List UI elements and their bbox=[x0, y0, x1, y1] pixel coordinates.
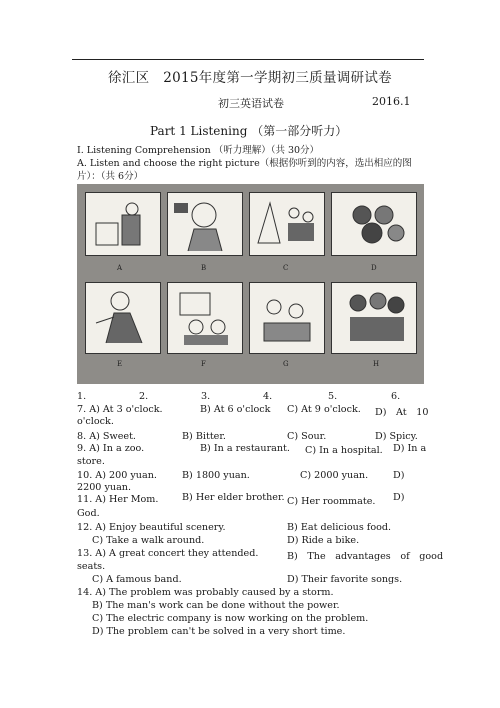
q12-option-d: D) Ride a bike. bbox=[287, 535, 360, 546]
q11-option-c: C) Her roommate. bbox=[287, 496, 376, 507]
q14-option-c: C) The electric company is now working on the problem. bbox=[92, 613, 369, 624]
picture-h-illustration bbox=[332, 283, 416, 353]
q11-option-a: 11. A) Her Mom. bbox=[77, 494, 159, 505]
q9-option-d-cont: store. bbox=[77, 456, 105, 467]
answer-number-1: 1. bbox=[77, 391, 87, 402]
picture-c-illustration bbox=[250, 193, 324, 255]
q8-option-b: B) Bitter. bbox=[182, 431, 226, 442]
q12-option-b: B) Eat delicious food. bbox=[287, 522, 392, 533]
part-heading: Part 1 Listening （第一部分听力） bbox=[150, 124, 348, 138]
q12-option-c: C) Take a walk around. bbox=[92, 535, 205, 546]
picture-d-illustration bbox=[332, 193, 416, 255]
q8-option-a: 8. A) Sweet. bbox=[77, 431, 136, 442]
pictures-photo bbox=[77, 184, 424, 384]
q9-option-d: D) In a bbox=[393, 443, 427, 454]
q14-option-a: 14. A) The problem was probably caused by a storm. bbox=[77, 587, 334, 598]
q7-option-c: C) At 9 o'clock. bbox=[287, 404, 361, 415]
picture-g bbox=[249, 282, 325, 354]
answer-number-4: 4. bbox=[263, 391, 273, 402]
q10-option-d-cont: 2200 yuan. bbox=[77, 482, 132, 493]
picture-label-h: H bbox=[373, 360, 380, 368]
q10-option-b: B) 1800 yuan. bbox=[182, 470, 250, 481]
header-rule bbox=[72, 59, 424, 60]
q10-option-c: C) 2000 yuan. bbox=[300, 470, 369, 481]
exam-title: 徐汇区 2015年度第一学期初三质量调研试卷 bbox=[108, 70, 392, 86]
q13-option-d: D) Their favorite songs. bbox=[287, 574, 403, 585]
picture-f bbox=[167, 282, 243, 354]
picture-e-illustration bbox=[86, 283, 160, 353]
q9-option-c: C) In a hospital. bbox=[305, 445, 383, 456]
exam-subtitle: 初三英语试卷 bbox=[218, 97, 284, 110]
picture-b-illustration bbox=[168, 193, 242, 255]
answer-number-2: 2. bbox=[139, 391, 149, 402]
exam-date: 2016.1 bbox=[372, 95, 411, 108]
q14-option-d: D) The problem can't be solved in a very short time. bbox=[92, 626, 346, 637]
picture-label-a: A bbox=[117, 264, 123, 272]
q11-option-b: B) Her elder brother. bbox=[182, 492, 285, 503]
q10-option-a: 10. A) 200 yuan. bbox=[77, 470, 157, 481]
answer-number-3: 3. bbox=[201, 391, 211, 402]
q8-option-c: C) Sour. bbox=[287, 431, 327, 442]
picture-d bbox=[331, 192, 417, 256]
instruction-line-2: 片）：（共 6分） bbox=[77, 171, 144, 182]
q7-option-a: 7. A) At 3 o'clock. bbox=[77, 404, 163, 415]
q13-option-b-cont: seats. bbox=[77, 561, 106, 572]
section-heading: I. Listening Comprehension （听力理解）（共 30分） bbox=[77, 145, 320, 156]
q10-option-d: D) bbox=[393, 470, 405, 481]
q13-option-b: B) The advantages of good bbox=[287, 551, 444, 562]
q13-option-a: 13. A) A great concert they attended. bbox=[77, 548, 259, 559]
picture-f-illustration bbox=[168, 283, 242, 353]
q14-option-b: B) The man's work can be done without the power. bbox=[92, 600, 340, 611]
q11-option-d-cont: God. bbox=[77, 508, 100, 519]
picture-g-illustration bbox=[250, 283, 324, 353]
q11-option-d: D) bbox=[393, 492, 405, 503]
q13-option-c: C) A famous band. bbox=[92, 574, 182, 585]
picture-a-illustration bbox=[86, 193, 160, 255]
picture-label-c: C bbox=[283, 264, 289, 272]
q8-option-d: D) Spicy. bbox=[375, 431, 418, 442]
q12-option-a: 12. A) Enjoy beautiful scenery. bbox=[77, 522, 226, 533]
answer-number-6: 6. bbox=[391, 391, 401, 402]
picture-label-e: E bbox=[117, 360, 123, 368]
picture-label-d: D bbox=[371, 264, 377, 272]
picture-e bbox=[85, 282, 161, 354]
picture-label-f: F bbox=[201, 360, 206, 368]
picture-a bbox=[85, 192, 161, 256]
picture-label-b: B bbox=[201, 264, 207, 272]
q7-option-d: D) At 10 bbox=[375, 407, 429, 418]
q9-option-b: B) In a restaurant. bbox=[200, 443, 290, 454]
picture-b bbox=[167, 192, 243, 256]
picture-h bbox=[331, 282, 417, 354]
q9-option-a: 9. A) In a zoo. bbox=[77, 443, 145, 454]
q7-option-d-cont: o'clock. bbox=[77, 416, 114, 427]
picture-c bbox=[249, 192, 325, 256]
picture-label-g: G bbox=[283, 360, 289, 368]
instruction-line-1: A. Listen and choose the right picture（根据你听到的内容，选出相应的图 bbox=[77, 158, 412, 169]
q7-option-b: B) At 6 o'clock bbox=[200, 404, 271, 415]
answer-number-5: 5. bbox=[328, 391, 338, 402]
